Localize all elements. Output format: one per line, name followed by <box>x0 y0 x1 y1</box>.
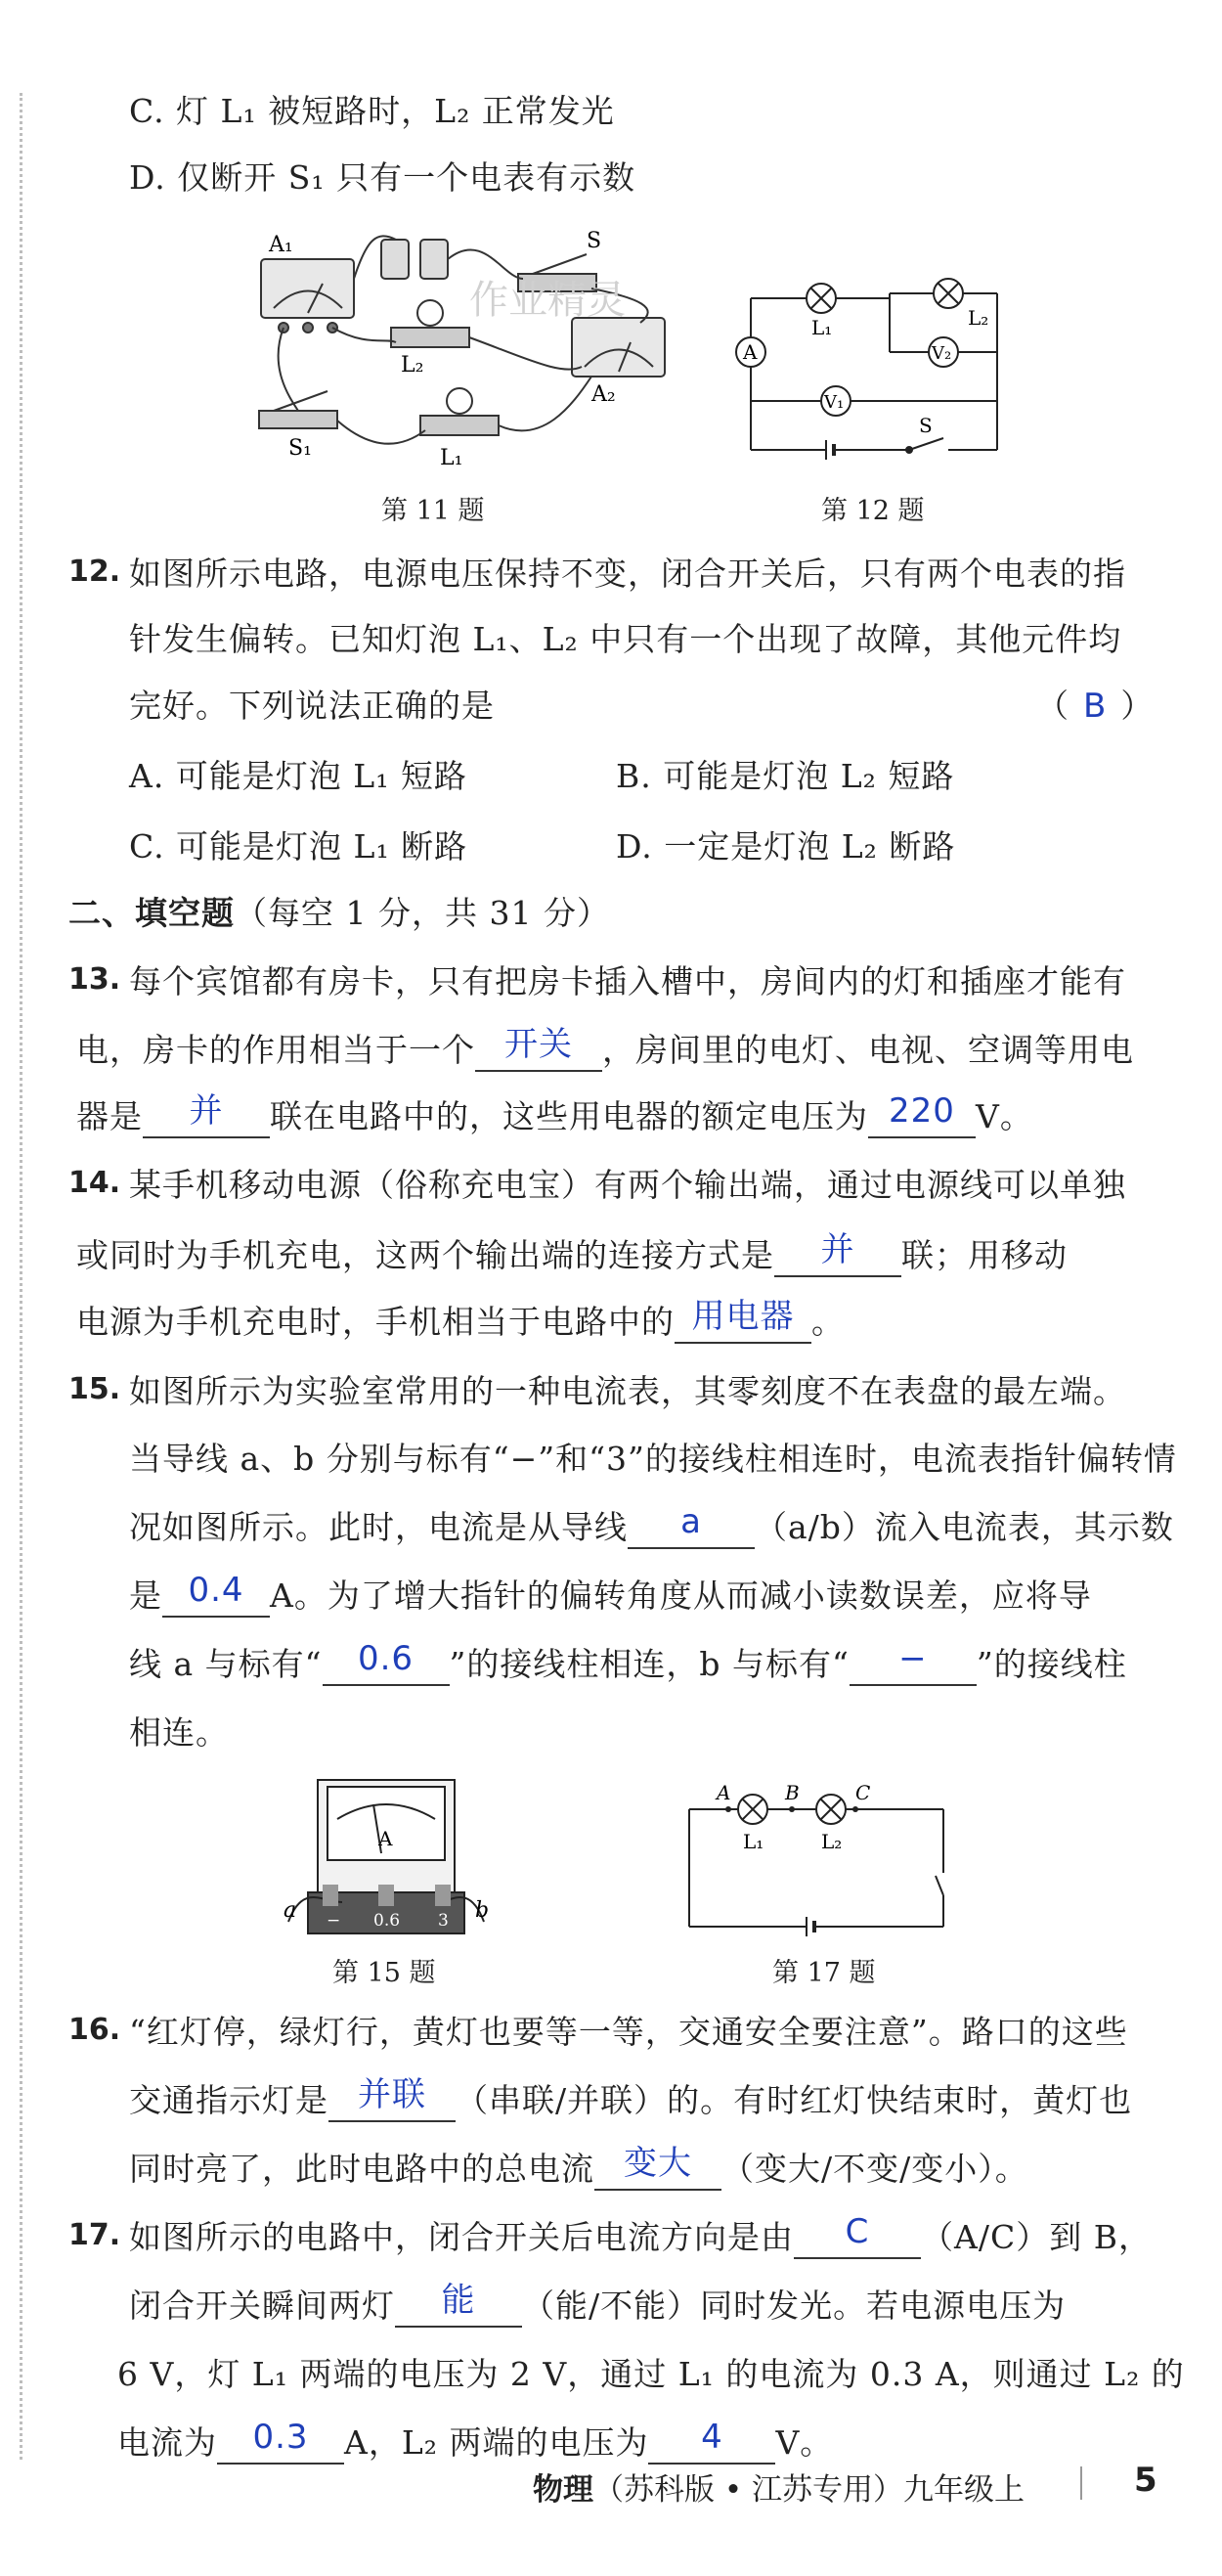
fig15-terminal-06: 0.6 <box>373 1911 401 1931</box>
footer-divider <box>1080 2466 1082 2500</box>
q15-line2: 当导线 a、b 分别与标有“−”和“3”的接线柱相连时，电流表指针偏转情 <box>129 1440 1177 1478</box>
fig12-label-v2: V₂ <box>932 343 952 364</box>
q12-answer-paren: （ B ） <box>1036 687 1155 726</box>
footer-subject: 物理 <box>533 2472 593 2508</box>
q15-blank-4[interactable]: − <box>850 1645 977 1686</box>
figure-17-caption: 第 17 题 <box>772 1958 876 1988</box>
q16-blank-1[interactable]: 并联 <box>328 2081 456 2122</box>
fig17-label-l2: L₂ <box>821 1830 843 1853</box>
q14-blank-1[interactable]: 并 <box>774 1236 901 1277</box>
q14-blank-2[interactable]: 用电器 <box>675 1303 811 1344</box>
fig17-point-c: C <box>855 1781 871 1804</box>
q15-line5: 线 a 与标有“ 0.6 ”的接线柱相连，b 与标有“ − ”的接线柱 <box>129 1643 1127 1686</box>
fig15-wire-b: b <box>475 1898 489 1923</box>
fig11-label-l2: L₂ <box>401 353 424 378</box>
footer-edition: （苏科版 • 江苏专用）九年级上 <box>593 2472 1025 2508</box>
fig11-label-s1: S₁ <box>288 436 312 461</box>
figure-15-ammeter <box>284 1775 489 1951</box>
page-number: 5 <box>1134 2461 1157 2500</box>
q17-blank-3[interactable]: 0.3 <box>217 2423 344 2465</box>
figure-11-apparatus <box>249 220 699 474</box>
q14-line3: 电源为手机充电时，手机相当于电路中的 用电器 。 <box>76 1301 845 1344</box>
q13-line2: 电，房卡的作用相当于一个 开关 ，房间里的电灯、电视、空调等用电 <box>76 1029 1134 1072</box>
figure-11-caption: 第 11 题 <box>381 496 485 526</box>
q12-number: 12. <box>68 555 121 589</box>
q17-blank-1[interactable]: C <box>794 2218 921 2259</box>
fig15-wire-a: a <box>284 1898 297 1923</box>
section-2-heading: 二、填空题（每空 1 分，共 31 分） <box>68 894 610 932</box>
q11-option-d: D. 仅断开 S₁ 只有一个电表有示数 <box>129 158 636 197</box>
q15-line4: 是 0.4 A。为了增大指针的偏转角度从而减小读数误差，应将导 <box>129 1575 1092 1618</box>
q12-option-d: D. 一定是灯泡 L₂ 断路 <box>616 827 956 866</box>
q16-line2: 交通指示灯是 并联 （串联/并联）的。有时红灯快结束时，黄灯也 <box>129 2079 1132 2122</box>
q13-blank-2[interactable]: 并 <box>143 1097 270 1138</box>
q15-blank-1[interactable]: a <box>628 1508 755 1549</box>
q14-line2: 或同时为手机充电，这两个输出端的连接方式是 并 联；用移动 <box>76 1234 1068 1277</box>
q17-line4: 电流为 0.3 A，L₂ 两端的电压为 4 V。 <box>117 2421 833 2465</box>
figure-12-caption: 第 12 题 <box>821 496 925 526</box>
q17-line2: 闭合开关瞬间两灯 能 （能/不能）同时发光。若电源电压为 <box>129 2285 1066 2328</box>
fig12-label-s: S <box>919 414 933 437</box>
q15-line6: 相连。 <box>129 1713 229 1752</box>
q17-blank-4[interactable]: 4 <box>648 2423 775 2465</box>
figure-17-circuit <box>679 1780 963 1946</box>
q15-line1: 如图所示为实验室常用的一种电流表，其零刻度不在表盘的最左端。 <box>129 1372 1126 1410</box>
q13-line1: 每个宾馆都有房卡，只有把房卡插入槽中，房间内的灯和插座才能有 <box>129 962 1126 1000</box>
q12-line2: 针发生偏转。已知灯泡 L₁、L₂ 中只有一个出现了故障，其他元件均 <box>129 620 1122 658</box>
fig11-label-s: S <box>587 229 602 253</box>
fig15-terminal-minus: − <box>327 1911 341 1931</box>
q12-option-c: C. 可能是灯泡 L₁ 断路 <box>129 827 468 866</box>
fig12-label-v1: V₁ <box>824 392 845 413</box>
figure-12-circuit <box>723 264 1036 474</box>
q16-line1: “红灯停，绿灯行，黄灯也要等一等，交通安全要注意”。路口的这些 <box>129 2013 1128 2051</box>
q16-line3: 同时亮了，此时电路中的总电流 变大 （变大/不变/变小）。 <box>129 2148 1028 2191</box>
fig12-label-a: A <box>743 340 758 364</box>
q12-answer: B <box>1083 687 1108 726</box>
fig11-label-a1: A₁ <box>269 233 293 257</box>
fig15-terminal-3: 3 <box>438 1911 449 1931</box>
q13-blank-1[interactable]: 开关 <box>475 1031 602 1072</box>
fig12-label-l2: L₂ <box>968 306 989 330</box>
q15-blank-2[interactable]: 0.4 <box>162 1577 270 1618</box>
q13-blank-3[interactable]: 220 <box>868 1097 976 1138</box>
q17-line3: 6 V，灯 L₁ 两端的电压为 2 V，通过 L₁ 的电流为 0.3 A，则通过 L₂ 的 <box>117 2355 1185 2393</box>
q17-line1: 如图所示的电路中，闭合开关后电流方向是由 C （A/C）到 B， <box>129 2216 1152 2259</box>
fig11-label-l1: L₁ <box>440 446 463 470</box>
q14-number: 14. <box>68 1166 121 1200</box>
footer-book-title <box>533 2465 1025 2509</box>
q13-number: 13. <box>68 962 121 997</box>
fig15-meter-label: A <box>378 1827 393 1850</box>
q12-line3: 完好。下列说法正确的是 <box>129 687 495 725</box>
q12-option-b: B. 可能是灯泡 L₂ 短路 <box>616 757 955 795</box>
section-2-note: （每空 1 分，共 31 分） <box>235 894 610 932</box>
q15-number: 15. <box>68 1372 121 1406</box>
q13-line3: 器是 并 联在电路中的，这些用电器的额定电压为 220 V。 <box>76 1095 1033 1138</box>
q17-blank-2[interactable]: 能 <box>395 2287 522 2328</box>
q15-line3: 况如图所示。此时，电流是从导线 a （a/b）流入电流表，其示数 <box>129 1506 1174 1549</box>
q16-blank-2[interactable]: 变大 <box>594 2150 721 2191</box>
binding-margin-dotted-line <box>20 93 22 2460</box>
q14-line1: 某手机移动电源（俗称充电宝）有两个输出端，通过电源线可以单独 <box>129 1166 1126 1204</box>
q17-number: 17. <box>68 2218 121 2252</box>
q11-option-c: C. 灯 L₁ 被短路时，L₂ 正常发光 <box>129 92 615 130</box>
q15-blank-3[interactable]: 0.6 <box>323 1645 450 1686</box>
q12-line1: 如图所示电路，电源电压保持不变，闭合开关后，只有两个电表的指 <box>129 555 1126 593</box>
q16-number: 16. <box>68 2013 121 2047</box>
figure-15-caption: 第 15 题 <box>332 1958 436 1988</box>
q12-option-a: A. 可能是灯泡 L₁ 短路 <box>129 757 467 795</box>
fig12-label-l1: L₁ <box>811 316 833 339</box>
fig17-point-b: B <box>785 1781 800 1804</box>
fig17-label-l1: L₁ <box>743 1830 764 1853</box>
fig11-label-a2: A₂ <box>591 382 616 407</box>
fig17-point-a: A <box>717 1781 731 1804</box>
watermark: 作业精灵 <box>469 278 626 323</box>
